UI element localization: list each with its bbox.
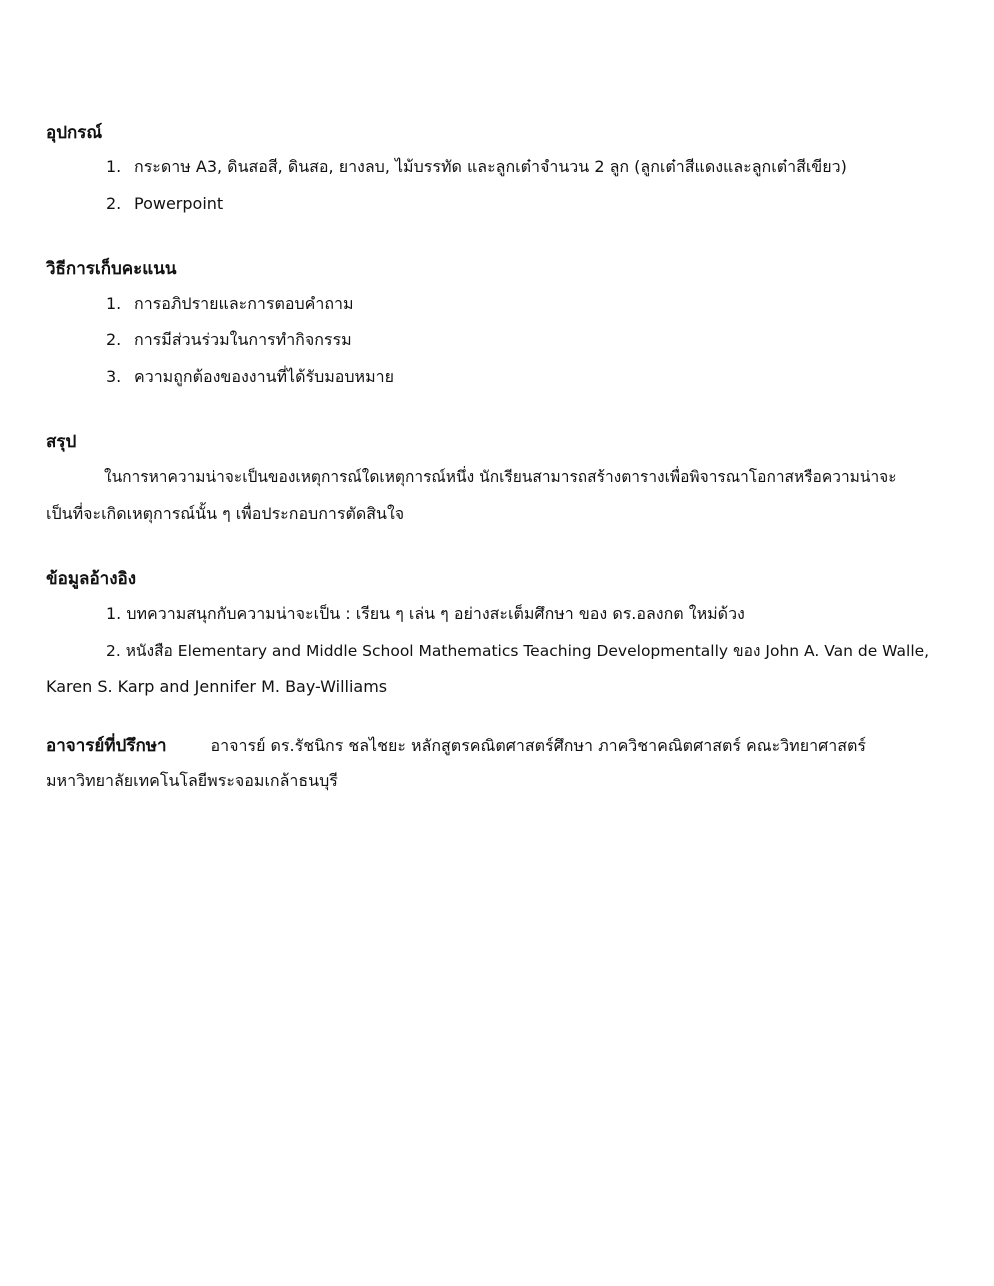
equipment-item-2	[106, 193, 223, 215]
summary-heading: สรุป	[46, 432, 77, 452]
list-text: การอภิปรายและการตอบคำถาม	[134, 294, 354, 313]
scoring-item-3	[106, 366, 394, 388]
references-heading: ข้อมูลอ้างอิง	[46, 569, 137, 589]
list-number: 1.	[106, 294, 122, 313]
list-text: กระดาษ A3, ดินสอสี, ดินสอ, ยางลบ, ไม้บรรทัด และลูกเต๋าจำนวน 2 ลูก (ลูกเต๋าสีแดงและลูกเต๋าสีเขียว)	[134, 157, 847, 176]
advisor-line-2: มหาวิทยาลัยเทคโนโลยีพระจอมเกล้าธนบุรี	[46, 771, 338, 790]
advisor-label: อาจารย์ที่ปรึกษา	[46, 736, 167, 756]
scoring-item-2	[106, 329, 352, 351]
reference-1: 1. บทความสนุกกับความน่าจะเป็น : เรียน ๆ เล่น ๆ อย่างสะเต็มศึกษา ของ ดร.อลงกต ใหม่ด้วง	[106, 604, 745, 623]
list-number: 3.	[106, 367, 122, 386]
reference-2-line-2: Karen S. Karp and Jennifer M. Bay-Williams	[46, 677, 388, 696]
summary-line-1: ในการหาความน่าจะเป็นของเหตุการณ์ใดเหตุการณ์หนึ่ง นักเรียนสามารถสร้างตารางเพื่อพิจารณาโอกาสหรือความน่าจะ	[104, 468, 897, 486]
list-number: 2.	[106, 330, 122, 349]
advisor-line-1	[46, 735, 866, 757]
list-number: 1.	[106, 157, 122, 176]
equipment-item-1	[106, 156, 847, 178]
list-text: Powerpoint	[134, 194, 224, 213]
equipment-heading: อุปกรณ์	[46, 123, 103, 143]
scoring-item-1	[106, 293, 354, 315]
reference-2-line-1: 2. หนังสือ Elementary and Middle School Mathematics Teaching Developmentally ของ John A. Van de Walle,	[106, 642, 930, 660]
list-number: 2.	[106, 194, 122, 213]
list-text: ความถูกต้องของงานที่ได้รับมอบหมาย	[134, 367, 394, 386]
scoring-heading: วิธีการเก็บคะแนน	[46, 259, 177, 279]
list-text: การมีส่วนร่วมในการทำกิจกรรม	[134, 330, 352, 349]
summary-line-2: เป็นที่จะเกิดเหตุการณ์นั้น ๆ เพื่อประกอบการตัดสินใจ	[46, 504, 405, 523]
advisor-name-affiliation: อาจารย์ ดร.รัชนิกร ชลไชยะ หลักสูตรคณิตศาสตร์ศึกษา ภาควิชาคณิตศาสตร์ คณะวิทยาศาสตร์	[210, 736, 866, 755]
